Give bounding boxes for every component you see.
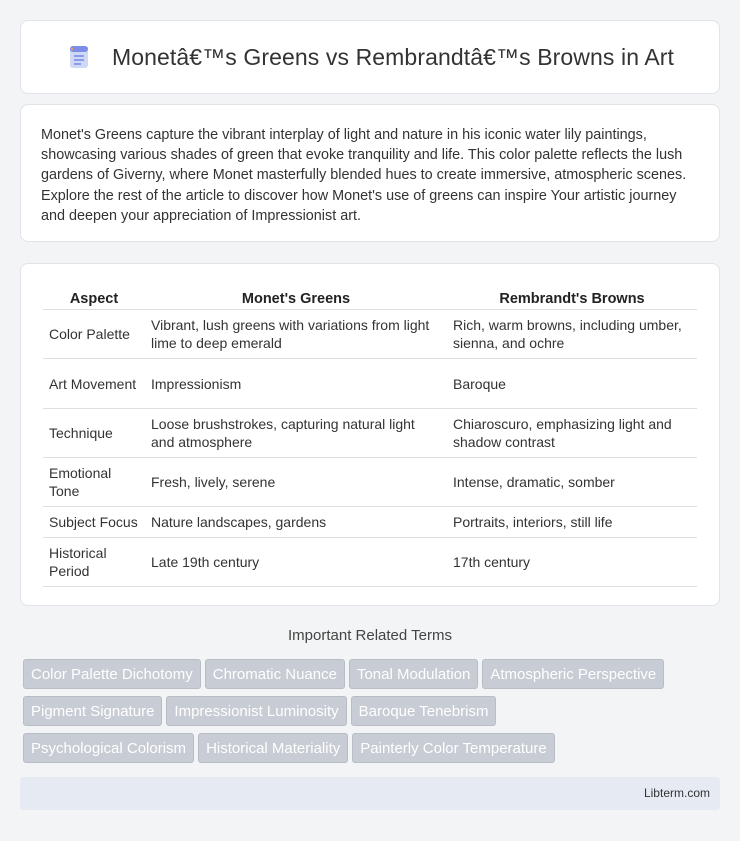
table-cell: 17th century bbox=[447, 538, 697, 587]
term-tag[interactable]: Impressionist Luminosity bbox=[166, 696, 346, 726]
term-tag[interactable]: Painterly Color Temperature bbox=[352, 733, 554, 763]
term-tag[interactable]: Psychological Colorism bbox=[23, 733, 194, 763]
table-row bbox=[43, 310, 697, 359]
table-cell: Historical Period bbox=[43, 538, 145, 587]
related-terms-list bbox=[23, 659, 723, 770]
comparison-table-card bbox=[20, 263, 720, 606]
term-tag[interactable]: Historical Materiality bbox=[198, 733, 348, 763]
column-header: Rembrandt's Browns bbox=[447, 284, 697, 310]
table-cell: Fresh, lively, serene bbox=[145, 458, 447, 507]
intro-card bbox=[20, 104, 720, 242]
table-cell: Rich, warm browns, including umber, sienna, and ochre bbox=[447, 310, 697, 359]
footer-link[interactable]: Libterm.com bbox=[643, 786, 710, 800]
table-row bbox=[43, 507, 697, 538]
term-tag[interactable]: Baroque Tenebrism bbox=[351, 696, 497, 726]
table-cell: Chiaroscuro, emphasizing light and shadow contrast bbox=[447, 409, 697, 458]
table-cell: Color Palette bbox=[43, 310, 145, 359]
term-tag[interactable]: Color Palette Dichotomy bbox=[23, 659, 201, 689]
table-cell: Impressionism bbox=[145, 359, 447, 409]
table-row bbox=[43, 458, 697, 507]
page-title: Monetâ€™s Greens vs Rembrandtâ€™s Browns in Art bbox=[111, 43, 675, 70]
table-header-row bbox=[43, 284, 697, 310]
term-tag[interactable]: Tonal Modulation bbox=[349, 659, 478, 689]
table-row bbox=[43, 538, 697, 587]
term-tag[interactable]: Pigment Signature bbox=[23, 696, 162, 726]
table-cell: Portraits, interiors, still life bbox=[447, 507, 697, 538]
footer bbox=[20, 777, 720, 810]
related-terms-title: Important Related Terms bbox=[288, 627, 452, 644]
column-header: Monet's Greens bbox=[145, 284, 447, 310]
table-cell: Intense, dramatic, somber bbox=[447, 458, 697, 507]
table-cell: Emotional Tone bbox=[43, 458, 145, 507]
table-cell: Late 19th century bbox=[145, 538, 447, 587]
table-cell: Nature landscapes, gardens bbox=[145, 507, 447, 538]
table-cell: Baroque bbox=[447, 359, 697, 409]
term-tag[interactable]: Chromatic Nuance bbox=[205, 659, 345, 689]
table-cell: Subject Focus bbox=[43, 507, 145, 538]
comparison-table bbox=[43, 284, 697, 587]
table-row bbox=[43, 359, 697, 409]
table-cell: Vibrant, lush greens with variations from light lime to deep emerald bbox=[145, 310, 447, 359]
document-icon bbox=[66, 44, 92, 70]
intro-paragraph: Monet's Greens capture the vibrant interplay of light and nature in his iconic water lily paintings, showcasing various shades of green that evoke tranquility and life. This color palette reflects the lush gardens of Giverny, where Monet masterfully blended hues to create immersive, atmospheric scenes. Explore the rest of the article to discover how Monet's use of greens can inspire Your artistic journey and deepen your appreciation of Impressionist art. bbox=[41, 127, 687, 224]
table-cell: Loose brushstrokes, capturing natural light and atmosphere bbox=[145, 409, 447, 458]
table-cell: Technique bbox=[43, 409, 145, 458]
table-cell: Art Movement bbox=[43, 359, 145, 409]
column-header: Aspect bbox=[43, 284, 145, 310]
table-row bbox=[43, 409, 697, 458]
title-card bbox=[20, 20, 720, 94]
term-tag[interactable]: Atmospheric Perspective bbox=[482, 659, 664, 689]
